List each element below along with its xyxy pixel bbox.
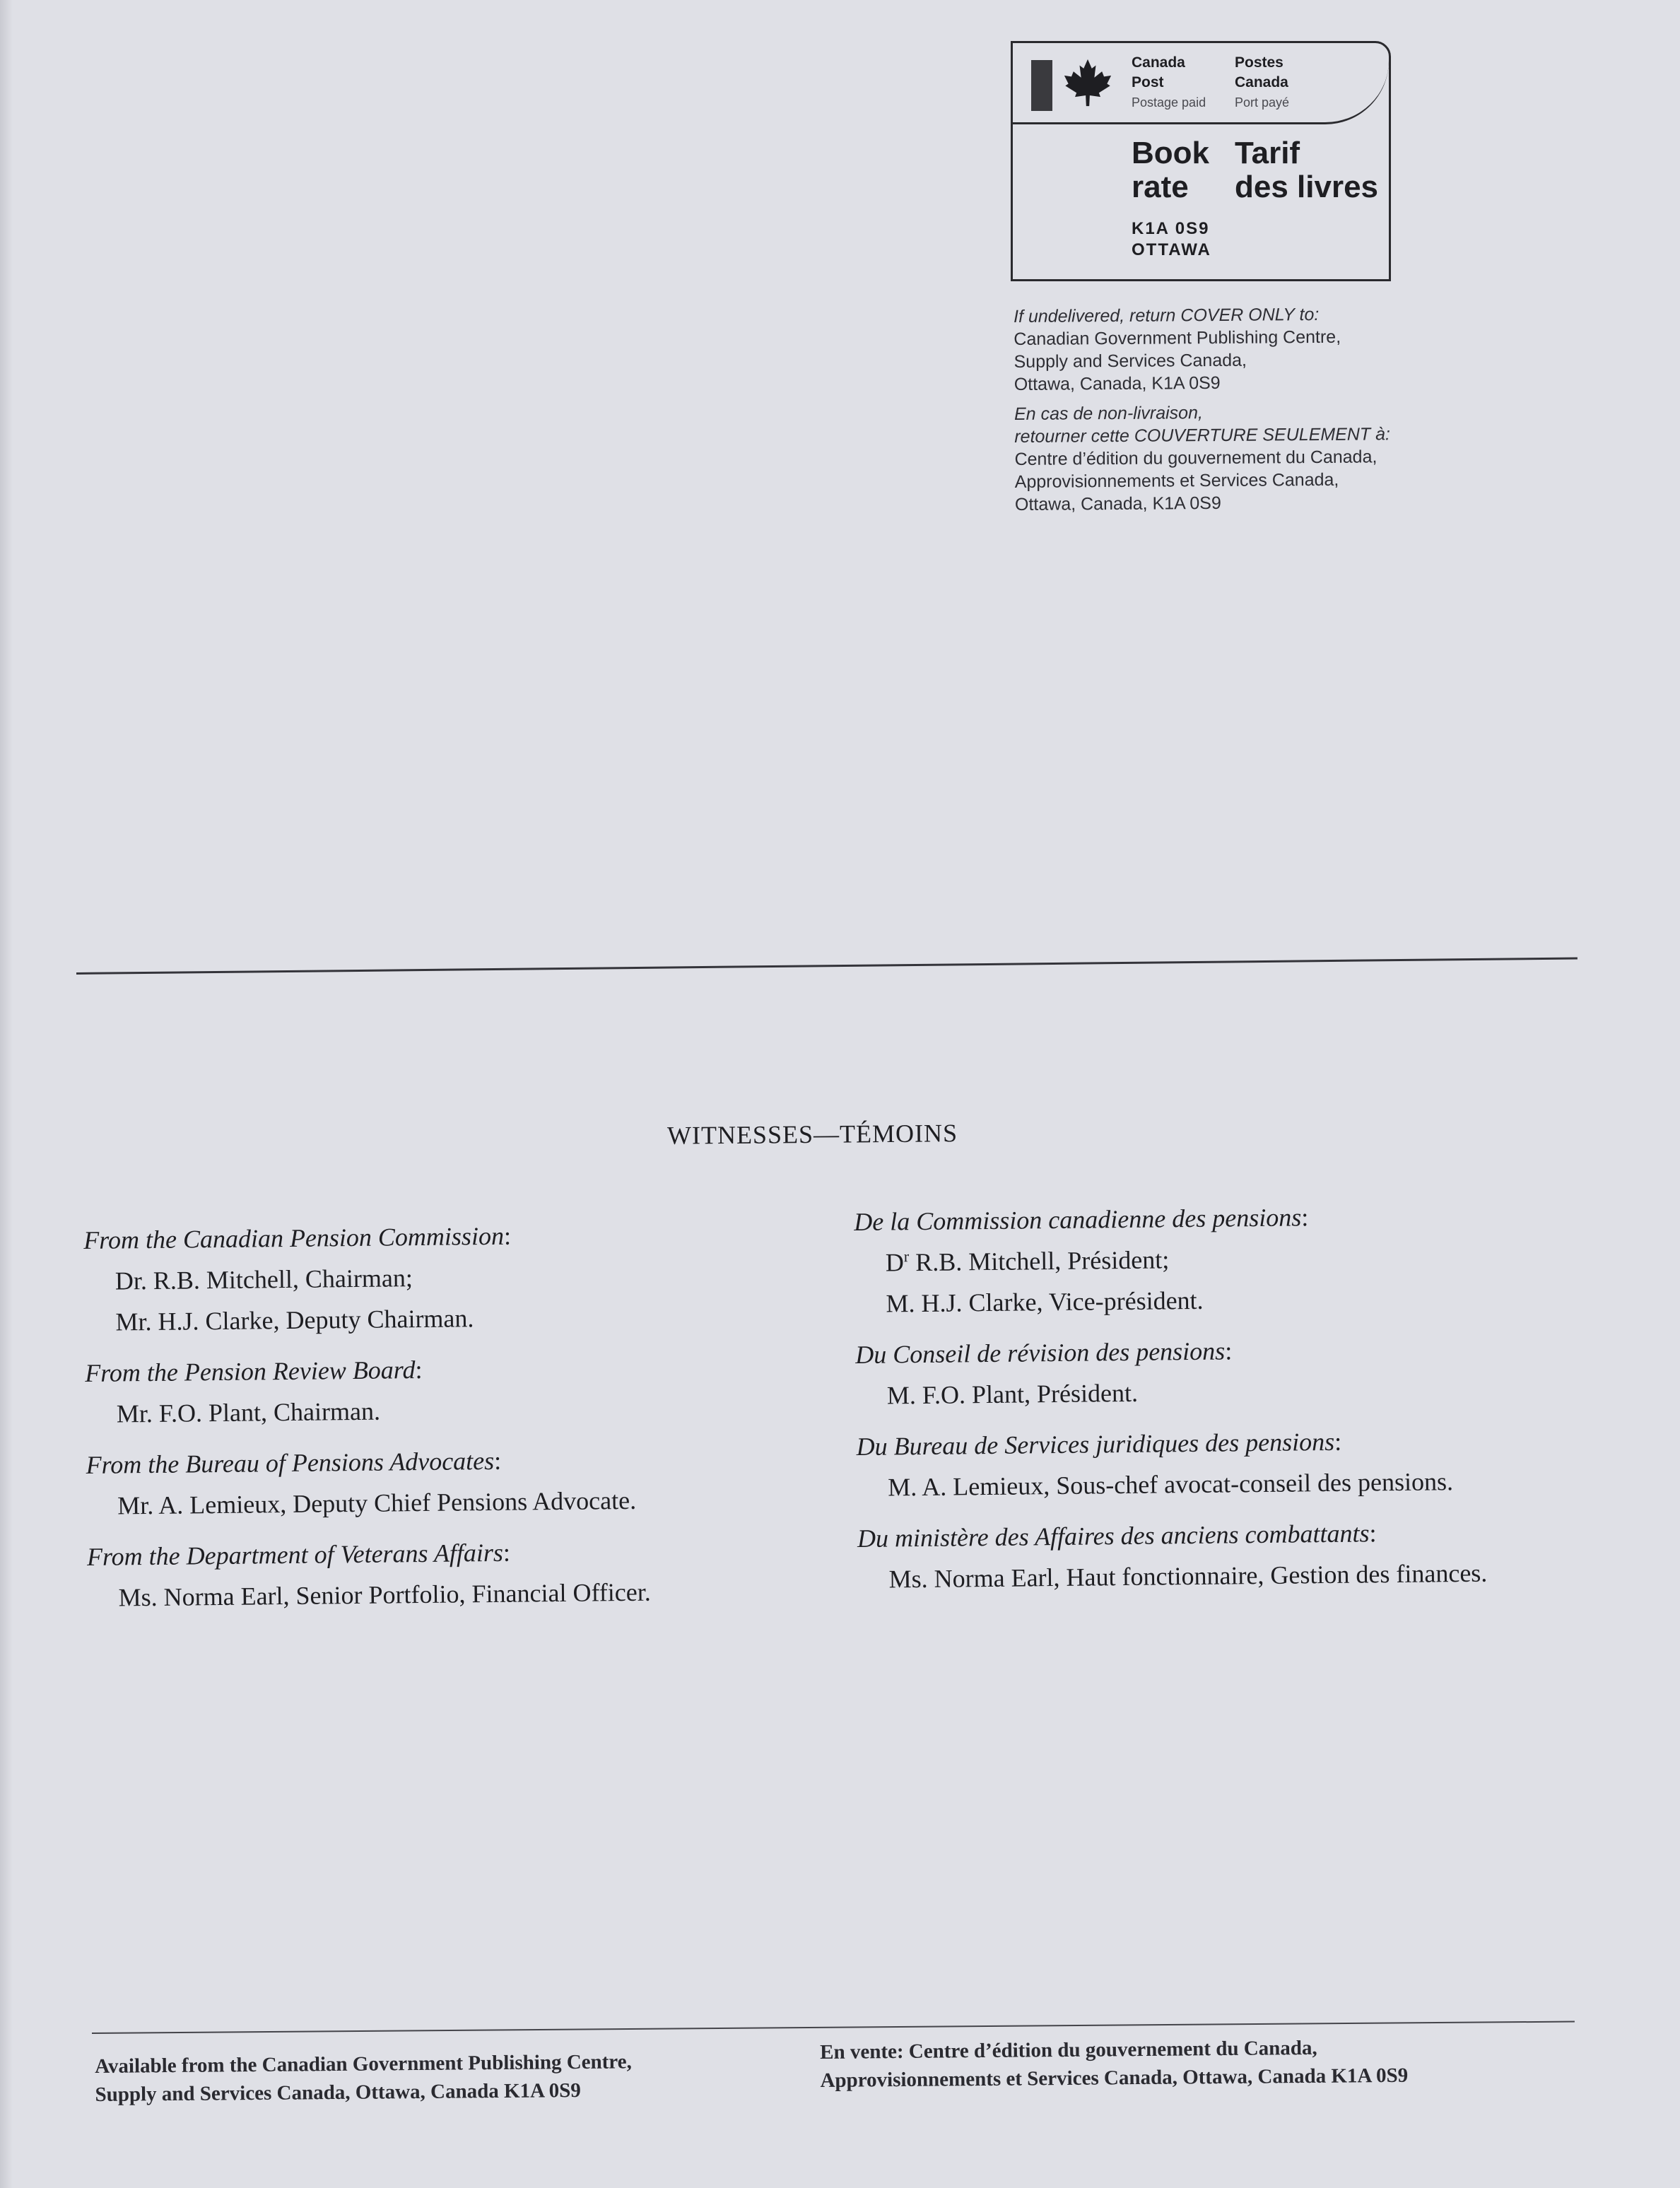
colon: : — [503, 1538, 511, 1567]
colon: : — [1224, 1336, 1233, 1365]
colon: : — [1369, 1519, 1377, 1548]
tarif-des-livres-label — [1235, 136, 1378, 204]
witness-person: M. A. Lemieux, Sous-chef avocat-conseil des pensions. — [888, 1467, 1454, 1502]
footer-availability-fr — [820, 2031, 1598, 2095]
witnesses-french-column — [854, 1194, 1621, 1610]
return-intro-fr: En cas de non-livraison, — [1014, 403, 1203, 424]
indicia-text: Canada — [1235, 74, 1288, 90]
maple-leaf-icon — [1062, 57, 1113, 108]
witnesses-english-column — [83, 1212, 851, 1628]
return-line: Ottawa, Canada, K1A 0S9 — [1014, 372, 1221, 394]
witness-group — [86, 1437, 850, 1527]
witness-org: Du Bureau de Services juridiques des pensions — [856, 1427, 1335, 1461]
witness-org: Du ministère des Affaires des anciens combattants — [857, 1519, 1370, 1553]
rate-text: Book — [1132, 136, 1209, 170]
witness-group — [83, 1212, 848, 1343]
footer-divider-rule — [92, 2021, 1575, 2034]
witness-group — [857, 1510, 1621, 1600]
postal-code: K1A 0S9 — [1132, 219, 1210, 238]
indicia-text: Postes — [1235, 54, 1284, 71]
footer-availability-en — [95, 2046, 802, 2109]
return-line: Centre d’édition du gouvernement du Canada, — [1014, 447, 1378, 469]
witness-org: From the Bureau of Pensions Advocates — [86, 1446, 495, 1479]
witness-person: Ms. Norma Earl, Haut fonctionnaire, Gestion des finances. — [888, 1558, 1488, 1594]
indicia-text: Post — [1132, 74, 1164, 90]
colon: : — [1300, 1203, 1309, 1232]
return-line: Canadian Government Publishing Centre, — [1014, 327, 1341, 349]
book-rate-label — [1132, 136, 1209, 204]
witness-group — [87, 1529, 851, 1618]
rate-text: rate — [1132, 170, 1189, 204]
canada-post-english — [1132, 53, 1206, 112]
witness-person: Mr. H.J. Clarke, Deputy Chairman. — [115, 1304, 474, 1336]
title-prefix: D — [885, 1248, 905, 1277]
divider-rule — [76, 957, 1578, 975]
return-line: Supply and Services Canada, — [1014, 350, 1247, 372]
return-line: Ottawa, Canada, K1A 0S9 — [1014, 493, 1221, 514]
witness-person: M. H.J. Clarke, Vice-président. — [886, 1286, 1204, 1318]
witness-person: Mr. F.O. Plant, Chairman. — [116, 1396, 381, 1428]
indicia-postal-code — [1132, 218, 1211, 261]
witness-person: Mr. A. Lemieux, Deputy Chief Pensions Advocate. — [117, 1486, 637, 1520]
witness-person: M. F.O. Plant, Président. — [886, 1378, 1139, 1410]
return-line: Approvisionnements et Services Canada, — [1014, 469, 1339, 492]
return-intro-fr: retourner cette COUVERTURE SEULEMENT à: — [1014, 424, 1391, 447]
witness-group — [85, 1345, 849, 1435]
witness-group — [854, 1194, 1619, 1324]
witness-org: De la Commission canadienne des pensions — [854, 1203, 1302, 1236]
colon: : — [503, 1221, 512, 1250]
indicia-header — [1013, 43, 1389, 124]
page-edge-shadow — [0, 0, 13, 2188]
footer-line: Available from the Canadian Government Publishing Centre, — [95, 2050, 632, 2078]
witnesses-heading: WITNESSES—TÉMOINS — [666, 1119, 958, 1150]
rate-text: des livres — [1235, 170, 1379, 204]
witness-group — [855, 1327, 1619, 1416]
rate-text: Tarif — [1235, 136, 1300, 170]
footer-line: Supply and Services Canada, Ottawa, Canada K1A 0S9 — [95, 2079, 581, 2106]
witness-org: Du Conseil de révision des pensions — [855, 1336, 1226, 1369]
witness-org: From the Canadian Pension Commission — [83, 1221, 505, 1254]
colon: : — [1334, 1427, 1342, 1456]
title-superscript: r — [903, 1247, 910, 1266]
postage-indicia — [1011, 41, 1391, 281]
return-intro-en: If undelivered, return COVER ONLY to: — [1014, 304, 1320, 327]
postage-paid-label: Postage paid — [1132, 95, 1206, 110]
canada-post-bar-icon — [1031, 60, 1052, 111]
witness-org: From the Department of Veterans Affairs — [86, 1538, 504, 1571]
indicia-text: Canada — [1132, 54, 1185, 71]
witness-person: Ms. Norma Earl, Senior Portfolio, Financial Officer. — [118, 1577, 651, 1612]
return-address — [1014, 302, 1524, 516]
witness-org: From the Pension Review Board — [85, 1355, 416, 1387]
postes-canada-french — [1235, 53, 1289, 112]
port-paye-label: Port payé — [1235, 95, 1290, 110]
footer-line: En vente: Centre d’édition du gouvernement du Canada, — [820, 2036, 1317, 2064]
city: OTTAWA — [1132, 240, 1211, 259]
witness-person: Dr. R.B. Mitchell, Chairman; — [114, 1264, 413, 1295]
footer-line: Approvisionnements et Services Canada, Ottawa, Canada K1A 0S9 — [820, 2064, 1409, 2092]
person-name: R.B. Mitchell, Président; — [909, 1245, 1170, 1277]
colon: : — [493, 1446, 502, 1475]
colon: : — [415, 1355, 423, 1384]
witness-group — [856, 1418, 1620, 1508]
